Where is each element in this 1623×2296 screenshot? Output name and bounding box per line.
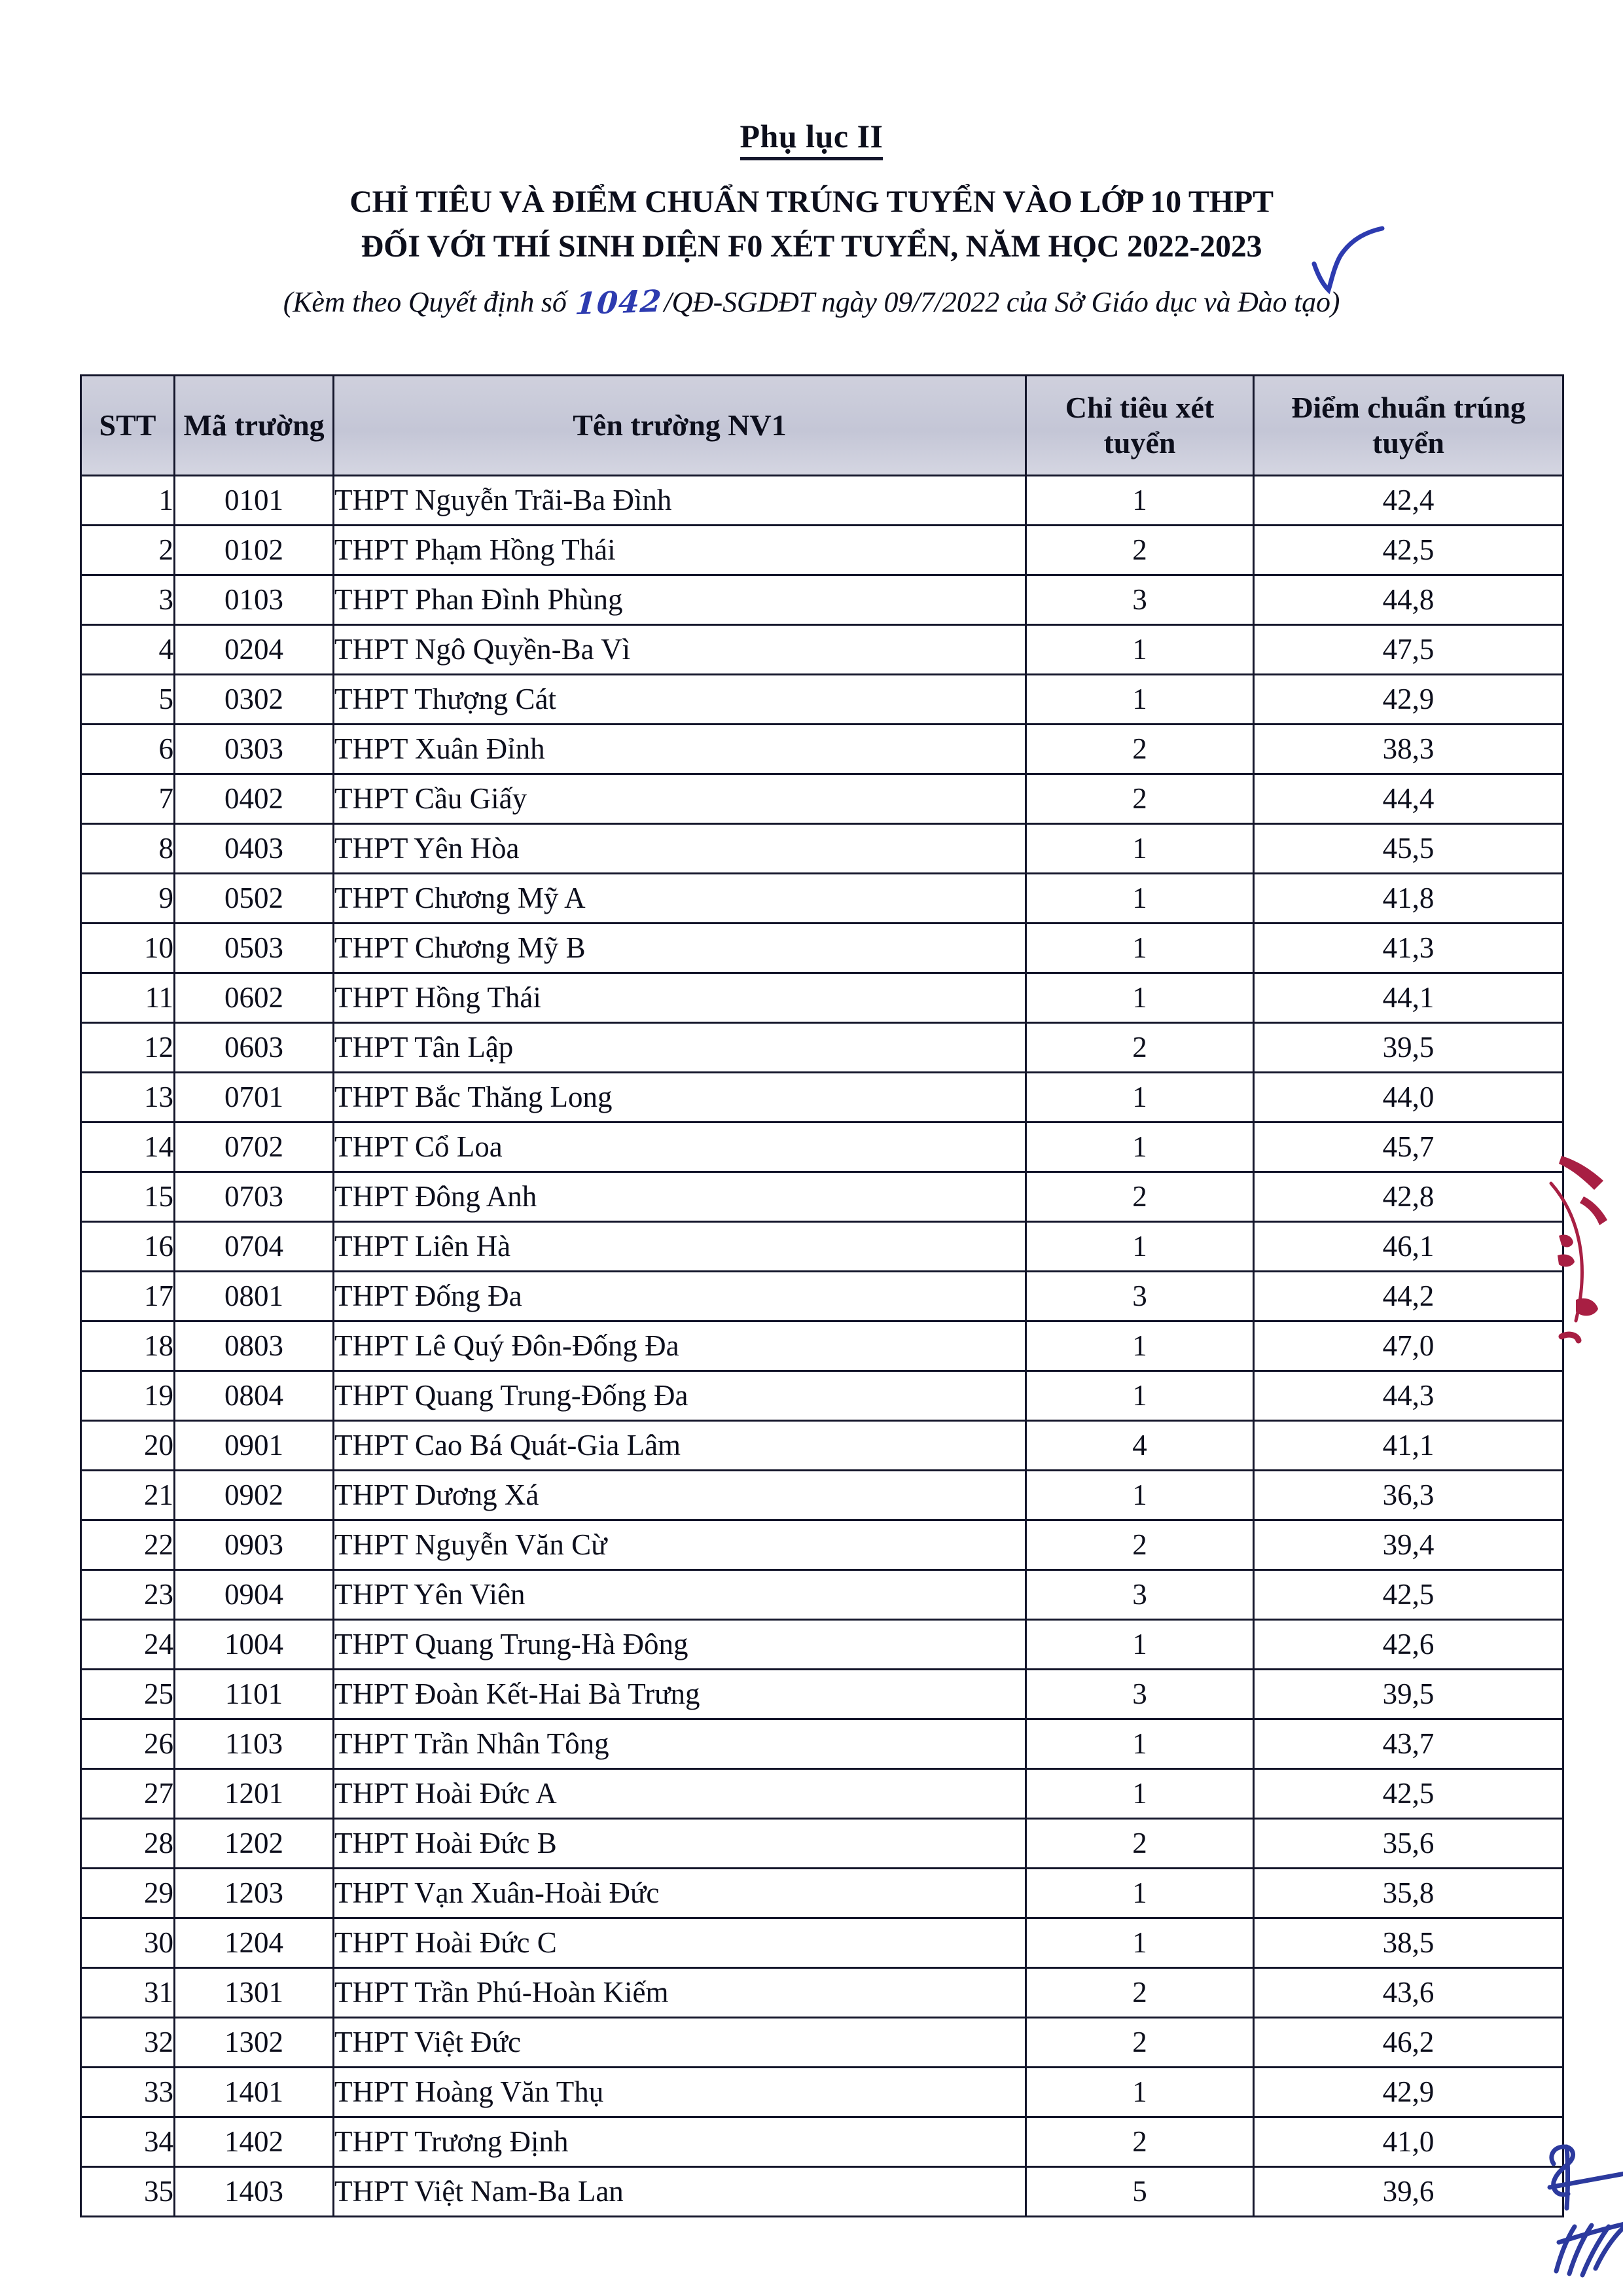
cell-school-name: THPT Nguyễn Trãi-Ba Đình [334, 476, 1026, 526]
table-row [81, 1222, 1563, 1272]
cell-quota: 1 [1026, 874, 1254, 924]
table-row [81, 2167, 1563, 2217]
admission-score-table [80, 374, 1564, 2217]
cell-quota: 1 [1026, 1769, 1254, 1819]
cell-school-code: 0602 [175, 973, 334, 1023]
cell-score: 41,1 [1254, 1421, 1563, 1471]
cell-stt: 16 [81, 1222, 175, 1272]
page-title-line-2: ĐỐI VỚI THÍ SINH DIỆN F0 XÉT TUYỂN, NĂM HỌC 2022-2023 [361, 228, 1262, 264]
cell-school-name: THPT Hoài Đức C [334, 1918, 1026, 1968]
cell-quota: 2 [1026, 526, 1254, 575]
cell-school-code: 0502 [175, 874, 334, 924]
table-row [81, 924, 1563, 973]
cell-school-code: 1103 [175, 1719, 334, 1769]
cell-quota: 1 [1026, 824, 1254, 874]
cell-stt: 3 [81, 575, 175, 625]
table-row [81, 625, 1563, 675]
cell-school-name: THPT Đống Đa [334, 1272, 1026, 1321]
cell-school-name: THPT Xuân Đỉnh [334, 725, 1026, 774]
cell-quota: 2 [1026, 2117, 1254, 2167]
cell-school-code: 1101 [175, 1670, 334, 1719]
cell-score: 44,4 [1254, 774, 1563, 824]
cell-quota: 1 [1026, 1122, 1254, 1172]
cell-stt: 21 [81, 1471, 175, 1520]
cell-score: 39,6 [1254, 2167, 1563, 2217]
cell-school-name: THPT Chương Mỹ B [334, 924, 1026, 973]
cell-school-name: THPT Trần Phú-Hoàn Kiếm [334, 1968, 1026, 2018]
cell-school-name: THPT Phạm Hồng Thái [334, 526, 1026, 575]
cell-school-name: THPT Việt Đức [334, 2018, 1026, 2068]
cell-school-code: 0102 [175, 526, 334, 575]
cell-school-code: 0503 [175, 924, 334, 973]
cell-school-code: 0803 [175, 1321, 334, 1371]
cell-school-name: THPT Liên Hà [334, 1222, 1026, 1272]
cell-school-name: THPT Trần Nhân Tông [334, 1719, 1026, 1769]
cell-quota: 1 [1026, 1719, 1254, 1769]
cell-stt: 27 [81, 1769, 175, 1819]
cell-school-name: THPT Thượng Cát [334, 675, 1026, 725]
table-row [81, 874, 1563, 924]
cell-score: 42,4 [1254, 476, 1563, 526]
cell-quota: 2 [1026, 1968, 1254, 2018]
cell-quota: 1 [1026, 973, 1254, 1023]
cell-score: 39,5 [1254, 1670, 1563, 1719]
cell-quota: 1 [1026, 2068, 1254, 2117]
appendix-label: Phụ lục II [740, 118, 883, 160]
cell-score: 47,5 [1254, 625, 1563, 675]
cell-school-code: 1203 [175, 1869, 334, 1918]
cell-school-code: 0302 [175, 675, 334, 725]
table-row [81, 675, 1563, 725]
cell-stt: 12 [81, 1023, 175, 1073]
table-row [81, 1670, 1563, 1719]
cell-score: 35,6 [1254, 1819, 1563, 1869]
cell-score: 41,8 [1254, 874, 1563, 924]
cell-school-code: 0603 [175, 1023, 334, 1073]
cell-stt: 5 [81, 675, 175, 725]
cell-school-code: 1201 [175, 1769, 334, 1819]
cell-score: 41,3 [1254, 924, 1563, 973]
cell-school-name: THPT Quang Trung-Đống Đa [334, 1371, 1026, 1421]
cell-school-code: 0704 [175, 1222, 334, 1272]
column-header-school-code: Mã trường [175, 376, 334, 476]
cell-stt: 4 [81, 625, 175, 675]
cell-school-name: THPT Yên Viên [334, 1570, 1026, 1620]
cell-school-code: 0702 [175, 1122, 334, 1172]
cell-school-name: THPT Hoài Đức A [334, 1769, 1026, 1819]
table-row [81, 774, 1563, 824]
cell-score: 45,7 [1254, 1122, 1563, 1172]
table-row [81, 1869, 1563, 1918]
table-row [81, 1769, 1563, 1819]
cell-stt: 17 [81, 1272, 175, 1321]
cell-score: 43,7 [1254, 1719, 1563, 1769]
table-row [81, 1023, 1563, 1073]
cell-quota: 1 [1026, 675, 1254, 725]
table-head [81, 376, 1563, 476]
cell-school-name: THPT Phan Đình Phùng [334, 575, 1026, 625]
cell-stt: 9 [81, 874, 175, 924]
cell-score: 41,0 [1254, 2117, 1563, 2167]
cell-quota: 1 [1026, 1620, 1254, 1670]
cell-quota: 1 [1026, 1073, 1254, 1122]
cell-school-code: 0402 [175, 774, 334, 824]
decision-reference-suffix: /QĐ-SGDĐT ngày 09/7/2022 của Sở Giáo dục và Đào tạo) [664, 285, 1340, 318]
cell-score: 44,1 [1254, 973, 1563, 1023]
cell-quota: 1 [1026, 1869, 1254, 1918]
cell-school-code: 0801 [175, 1272, 334, 1321]
cell-quota: 1 [1026, 1918, 1254, 1968]
table-row [81, 1073, 1563, 1122]
table-row [81, 1819, 1563, 1869]
table-row [81, 1719, 1563, 1769]
cell-school-code: 1403 [175, 2167, 334, 2217]
cell-school-name: THPT Cao Bá Quát-Gia Lâm [334, 1421, 1026, 1471]
cell-school-name: THPT Đoàn Kết-Hai Bà Trưng [334, 1670, 1026, 1719]
cell-school-name: THPT Cổ Loa [334, 1122, 1026, 1172]
decision-number-handwritten: 1042 [574, 283, 664, 322]
cell-score: 42,5 [1254, 526, 1563, 575]
cell-quota: 1 [1026, 1321, 1254, 1371]
cell-stt: 19 [81, 1371, 175, 1421]
cell-score: 42,5 [1254, 1570, 1563, 1620]
cell-score: 43,6 [1254, 1968, 1563, 2018]
cell-school-name: THPT Chương Mỹ A [334, 874, 1026, 924]
cell-stt: 22 [81, 1520, 175, 1570]
cell-stt: 31 [81, 1968, 175, 2018]
cell-school-name: THPT Đông Anh [334, 1172, 1026, 1222]
cell-score: 39,5 [1254, 1023, 1563, 1073]
cell-school-code: 1301 [175, 1968, 334, 2018]
cell-school-code: 0903 [175, 1520, 334, 1570]
cell-school-code: 0703 [175, 1172, 334, 1222]
cell-school-code: 0804 [175, 1371, 334, 1421]
cell-score: 42,9 [1254, 2068, 1563, 2117]
cell-stt: 24 [81, 1620, 175, 1670]
decision-reference-prefix: (Kèm theo Quyết định số [283, 285, 574, 318]
cell-score: 42,6 [1254, 1620, 1563, 1670]
cell-school-code: 1401 [175, 2068, 334, 2117]
cell-school-name: THPT Ngô Quyền-Ba Vì [334, 625, 1026, 675]
cell-stt: 23 [81, 1570, 175, 1620]
cell-school-name: THPT Hoài Đức B [334, 1819, 1026, 1869]
cell-quota: 2 [1026, 2018, 1254, 2068]
cell-quota: 1 [1026, 924, 1254, 973]
cell-school-name: THPT Hoàng Văn Thụ [334, 2068, 1026, 2117]
table-row [81, 1421, 1563, 1471]
cell-school-name: THPT Hồng Thái [334, 973, 1026, 1023]
decision-reference [0, 283, 1623, 323]
cell-quota: 2 [1026, 725, 1254, 774]
table-row [81, 1471, 1563, 1520]
cell-stt: 30 [81, 1918, 175, 1968]
cell-score: 44,0 [1254, 1073, 1563, 1122]
cell-school-name: THPT Dương Xá [334, 1471, 1026, 1520]
cell-score: 47,0 [1254, 1321, 1563, 1371]
table-body [81, 476, 1563, 2217]
cell-stt: 20 [81, 1421, 175, 1471]
cell-school-name: THPT Việt Nam-Ba Lan [334, 2167, 1026, 2217]
document-header [0, 118, 1623, 323]
cell-stt: 6 [81, 725, 175, 774]
table-row [81, 526, 1563, 575]
cell-quota: 3 [1026, 575, 1254, 625]
cell-score: 36,3 [1254, 1471, 1563, 1520]
column-header-quota: Chỉ tiêu xét tuyển [1026, 376, 1254, 476]
cell-quota: 1 [1026, 1371, 1254, 1421]
cell-school-code: 0101 [175, 476, 334, 526]
table-row [81, 476, 1563, 526]
table-row [81, 1321, 1563, 1371]
cell-quota: 2 [1026, 1819, 1254, 1869]
table-row [81, 1968, 1563, 2018]
cell-quota: 3 [1026, 1570, 1254, 1620]
cell-school-name: THPT Cầu Giấy [334, 774, 1026, 824]
cell-quota: 2 [1026, 1172, 1254, 1222]
table-row [81, 2117, 1563, 2167]
page-title-line-1: CHỈ TIÊU VÀ ĐIỂM CHUẨN TRÚNG TUYỂN VÀO LỚP 10 THPT [349, 184, 1274, 219]
table-row [81, 973, 1563, 1023]
cell-school-code: 1004 [175, 1620, 334, 1670]
cell-stt: 13 [81, 1073, 175, 1122]
cell-school-name: THPT Quang Trung-Hà Đông [334, 1620, 1026, 1670]
column-header-stt: STT [81, 376, 175, 476]
cell-school-code: 0403 [175, 824, 334, 874]
cell-school-code: 1202 [175, 1819, 334, 1869]
cell-quota: 3 [1026, 1670, 1254, 1719]
cell-school-name: THPT Nguyễn Văn Cừ [334, 1520, 1026, 1570]
cell-school-code: 0204 [175, 625, 334, 675]
table-row [81, 2018, 1563, 2068]
table-row [81, 725, 1563, 774]
cell-stt: 11 [81, 973, 175, 1023]
cell-score: 45,5 [1254, 824, 1563, 874]
cell-stt: 29 [81, 1869, 175, 1918]
cell-score: 42,8 [1254, 1172, 1563, 1222]
cell-school-code: 0904 [175, 1570, 334, 1620]
cell-school-name: THPT Trương Định [334, 2117, 1026, 2167]
table-row [81, 1272, 1563, 1321]
cell-stt: 28 [81, 1819, 175, 1869]
table-row [81, 1918, 1563, 1968]
table-row [81, 1620, 1563, 1670]
cell-school-name: THPT Bắc Thăng Long [334, 1073, 1026, 1122]
table-row [81, 1122, 1563, 1172]
cell-school-code: 0103 [175, 575, 334, 625]
cell-school-code: 1204 [175, 1918, 334, 1968]
table-row [81, 575, 1563, 625]
cell-score: 39,4 [1254, 1520, 1563, 1570]
cell-stt: 1 [81, 476, 175, 526]
cell-stt: 26 [81, 1719, 175, 1769]
column-header-score: Điểm chuẩn trúng tuyển [1254, 376, 1563, 476]
cell-stt: 15 [81, 1172, 175, 1222]
cell-score: 42,5 [1254, 1769, 1563, 1819]
cell-quota: 1 [1026, 1222, 1254, 1272]
cell-stt: 2 [81, 526, 175, 575]
cell-school-code: 0701 [175, 1073, 334, 1122]
table-row [81, 1371, 1563, 1421]
cell-school-name: THPT Vạn Xuân-Hoài Đức [334, 1869, 1026, 1918]
cell-quota: 2 [1026, 1520, 1254, 1570]
table-row [81, 824, 1563, 874]
cell-stt: 14 [81, 1122, 175, 1172]
cell-score: 44,8 [1254, 575, 1563, 625]
cell-quota: 2 [1026, 1023, 1254, 1073]
cell-score: 46,2 [1254, 2018, 1563, 2068]
cell-quota: 1 [1026, 625, 1254, 675]
cell-quota: 4 [1026, 1421, 1254, 1471]
cell-stt: 18 [81, 1321, 175, 1371]
cell-stt: 34 [81, 2117, 175, 2167]
column-header-school-name: Tên trường NV1 [334, 376, 1026, 476]
table-row [81, 2068, 1563, 2117]
cell-score: 35,8 [1254, 1869, 1563, 1918]
cell-school-name: THPT Lê Quý Đôn-Đống Đa [334, 1321, 1026, 1371]
cell-stt: 10 [81, 924, 175, 973]
cell-school-code: 1402 [175, 2117, 334, 2167]
cell-score: 44,3 [1254, 1371, 1563, 1421]
cell-stt: 35 [81, 2167, 175, 2217]
cell-school-code: 0902 [175, 1471, 334, 1520]
cell-stt: 32 [81, 2018, 175, 2068]
cell-school-code: 0303 [175, 725, 334, 774]
cell-school-name: THPT Yên Hòa [334, 824, 1026, 874]
table-header-row [81, 376, 1563, 476]
cell-score: 42,9 [1254, 675, 1563, 725]
table-row [81, 1172, 1563, 1222]
cell-stt: 7 [81, 774, 175, 824]
cell-school-code: 1302 [175, 2018, 334, 2068]
cell-stt: 33 [81, 2068, 175, 2117]
cell-quota: 3 [1026, 1272, 1254, 1321]
cell-quota: 2 [1026, 774, 1254, 824]
cell-score: 44,2 [1254, 1272, 1563, 1321]
table-row [81, 1570, 1563, 1620]
cell-score: 38,3 [1254, 725, 1563, 774]
cell-score: 46,1 [1254, 1222, 1563, 1272]
cell-school-code: 0901 [175, 1421, 334, 1471]
cell-quota: 5 [1026, 2167, 1254, 2217]
cell-quota: 1 [1026, 1471, 1254, 1520]
cell-quota: 1 [1026, 476, 1254, 526]
table-row [81, 1520, 1563, 1570]
cell-stt: 25 [81, 1670, 175, 1719]
cell-school-name: THPT Tân Lập [334, 1023, 1026, 1073]
page-title [0, 180, 1623, 269]
cell-score: 38,5 [1254, 1918, 1563, 1968]
cell-stt: 8 [81, 824, 175, 874]
